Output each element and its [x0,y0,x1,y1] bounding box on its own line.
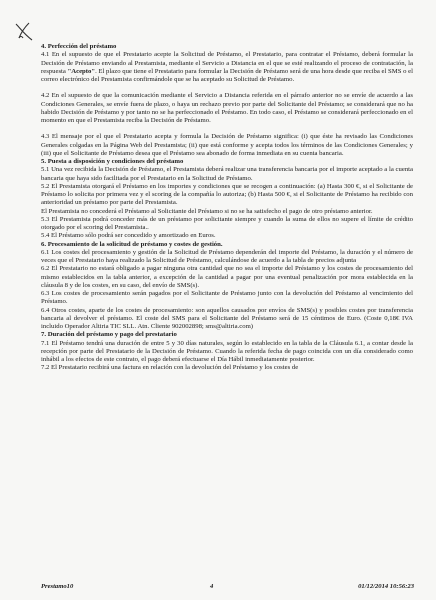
clause-paragraph: 4.1 En el supuesto de que el Prestatario acepte la Solicitud de Préstamo, el Prestatario, para contratar el Préstamo, deberá formular la Decisión de Préstamo enviando al Prestamista, mediante el Servicio a Distancia en el que se esté realizando el proceso de contratación, la respuesta "Acepto". El plazo que tiene el Prestatario para formular la Decisión de Préstamo será de una hora desde que reciba el SMS o el correo electrónico del Prestamista confirmándole que se ha aceptado su Solicitud de Préstamo. [41,51,413,83]
clause-paragraph: 6.1 Los costes del procesamiento y gestión de la Solicitud de Préstamo dependerán del importe del Préstamo, la duración y el número de veces que el Prestatario haya realizado la Solicitud de Préstamo, calculándose de acuerdo a la tabla de precios adjunta [41,248,413,264]
clause-paragraph: 5.4 El Préstamo sólo podrá ser concedido y amortizado en Euros. [41,232,216,240]
clause-paragraph: 6.3 Los costes de procesamiento serán pagados por el Solicitante de Préstamo junto con la devolución del Préstamo al vencimiento del Préstamo. [41,290,413,306]
clause-paragraph: 6.4 Otros costes, aparte de los costes de procesamiento: son aquellos causados por envíos de SMS(s) y posibles costes por transferencia bancaria al devolver el préstamo. El coste del SMS para el Solicitante del Préstamo será de 15 céntimos de Euro. (Coste 0,18€ IVA incluido Operador Altiria TIC SLL. Atn. Cliente 902002898; sms@altiria.com) [41,306,413,330]
clause-paragraph: 5.2 El Prestamista otorgará el Préstamo en los importes y condiciones que se recogen a continuación: (a) Hasta 300 €, si el Solicitante de Préstamo lo solicita por primera vez y el scoring de la compañía lo autoriza; (b) Hasta 500 €, si el Solicitante de Préstamo ha recibido con anterioridad un préstamo por parte del Prestamista. [41,182,413,207]
clause-paragraph: 6.2 El Prestatario no estará obligado a pagar ninguna otra cantidad que no sea el importe del Préstamo y los costes de procesamiento del mismo establecidos en la tabla anterior, a excepción de la cantidad a pagar por una eventual penalización por mora establecida en la cláusula 8 y de los costes, en su caso, del envío de SMS(s). [41,265,413,289]
clause-paragraph: 7.2 El Prestatario recibirá una factura en relación con la devolución del Préstamo y los costes de [41,364,299,372]
section-heading: 4. Perfección del préstamo [41,43,117,50]
handwritten-x-mark [12,20,38,42]
section-heading: 5. Puesta a disposición y condiciones del préstamo [41,158,184,165]
clause-paragraph: 5.3 El Prestamista podrá conceder más de un préstamo por solicitante siempre y cuando la suma de ellos no supere el límite de crédito otorgado por el scoring del Prestamista.. [41,215,413,231]
section-heading: 6. Procesamiento de la solicitud de préstamo y costes de gestión. [41,240,223,248]
clause-paragraph: 7.1 El Préstamo tendrá una duración de entre 5 y 30 días naturales, según lo establecido en la tabla de la Cláusula 6.1, a contar desde la recepción por parte del Prestatario de la Decisión de Préstamo. Cuando la referida fecha de pago coincida con un día considerado como inhábil a los efectos de este contrato, el pago deberá efectuarse el Día Hábil inmediatamente posterior. [41,339,413,363]
document-body [41,43,413,373]
clause-paragraph: 4.2 En el supuesto de que la comunicación mediante el Servicio a Distancia referida en el párrafo anterior no se envíe de acuerdo a las Condiciones Generales, se envíe fuera de plazo, o haya un rechazo previo por parte del Solicitante del Préstamo; se considerará que no ha habido Decisión de Préstamo y por tanto no se ha perfeccionado el Préstamo. En todo caso, el Préstamo se considerará perfeccionado en el momento en que el Prestamista reciba la Decisión de Préstamo. [41,92,413,124]
section-heading: 7. Duración del préstamo y pago del prestatario [41,331,177,339]
paragraph-spacer [41,125,413,133]
footer-document-name: Prestamo10 [41,583,74,590]
clause-paragraph: 5.1 Una vez recibida la Decisión de Préstamo, el Prestamista deberá realizar una transferencia bancaria por el importe aceptado a la cuenta bancaria que haya sido facilitada por el Prestatario en la Solicitud de Préstamo. [41,166,413,182]
footer-page-number: 4 [210,583,214,590]
clause-paragraph: 4.3 El mensaje por el que el Prestatario acepta y formula la Decisión de Préstamo significa: (i) que éste ha revisado las Condiciones Generales colgadas en la Página Web del Prestamista; (ii) que está conforme y acepta todos los términos de las Condiciones Generales; y (iii) que el Solicitante de Préstamo desea que el Préstamo sea abonado de forma inmediata en su cuenta bancaria. [41,133,413,157]
paragraph-spacer [41,84,413,92]
clause-paragraph: El Prestamista no concederá el Préstamo al Solicitante del Préstamo si no se ha satisfecho el pago de otro préstamo anterior. [41,207,373,215]
footer-timestamp: 01/12/2014 10:56:23 [358,583,414,590]
